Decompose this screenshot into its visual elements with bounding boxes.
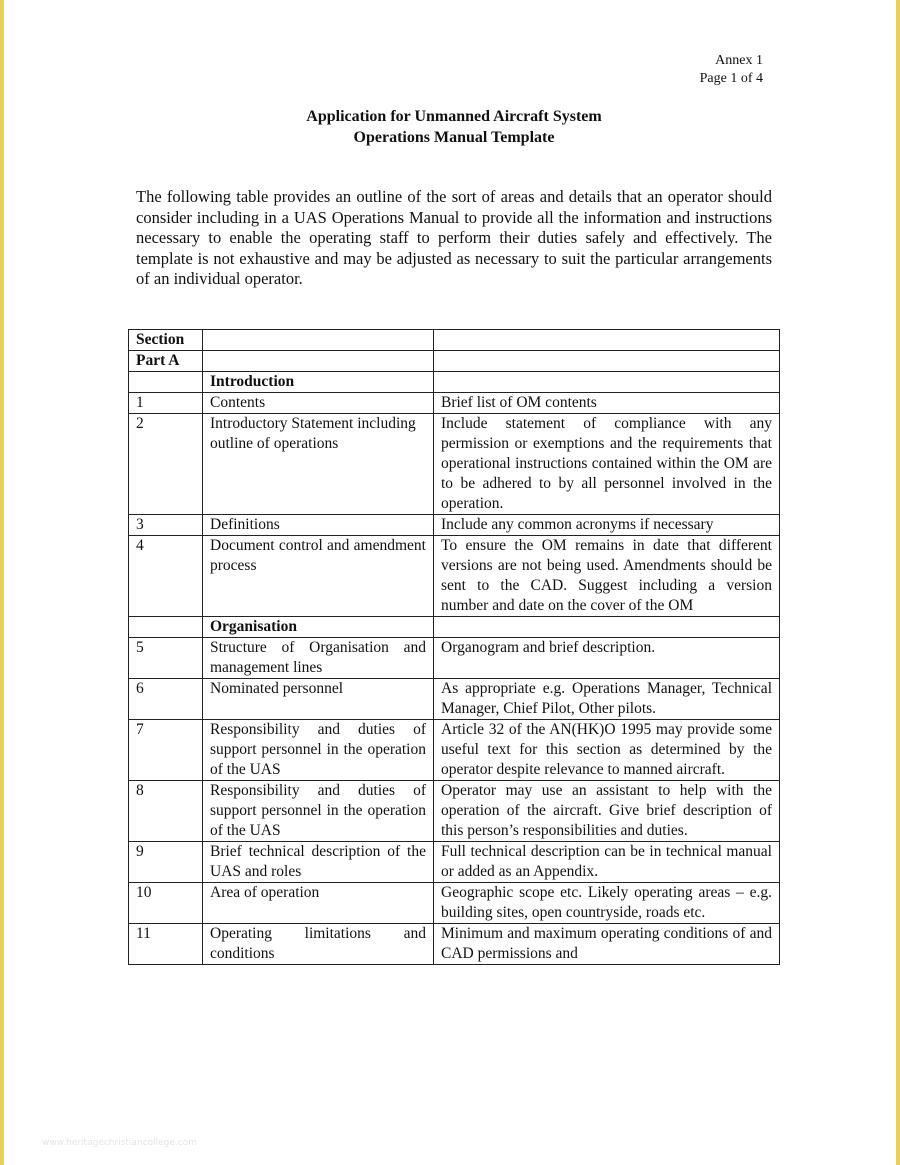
table-row [129,924,780,965]
item-description: Include any common acronyms if necessary [434,515,780,536]
item-title: Structure of Organisation and management lines [203,638,434,679]
item-number: 8 [129,781,203,842]
table-row [129,679,780,720]
item-number: 11 [129,924,203,965]
item-description: Geographic scope etc. Likely operating areas – e.g. building sites, open countryside, roads etc. [434,883,780,924]
table-row [129,842,780,883]
item-title: Brief technical description of the UAS and roles [203,842,434,883]
item-description: Brief list of OM contents [434,393,780,414]
annex-label: Annex 1 [715,53,763,68]
table-row [129,351,780,372]
operations-manual-outline-table [128,329,780,965]
table-row [129,330,780,351]
item-number: 9 [129,842,203,883]
table-row [129,638,780,679]
table-cell [203,351,434,372]
item-description: Organogram and brief description. [434,638,780,679]
item-description: To ensure the OM remains in date that different versions are not being used. Amendments should be sent to the CAD. Suggest including a version number and date on the cover of the OM [434,536,780,617]
item-title: Responsibility and duties of support personnel in the operation of the UAS [203,720,434,781]
introduction-heading: Introduction [203,372,434,393]
item-number: 5 [129,638,203,679]
item-number: 7 [129,720,203,781]
item-title: Responsibility and duties of support personnel in the operation of the UAS [203,781,434,842]
item-title: Document control and amendment process [203,536,434,617]
table-row [129,372,780,393]
table-cell [434,372,780,393]
table-cell [434,330,780,351]
page-number: Page 1 of 4 [699,71,763,86]
table-row [129,720,780,781]
item-title: Operating limitations and conditions [203,924,434,965]
item-number: 2 [129,414,203,515]
table-row [129,781,780,842]
table-cell [434,351,780,372]
part-header-cell: Part A [129,351,203,372]
table-cell [129,617,203,638]
table-row [129,536,780,617]
item-title: Area of operation [203,883,434,924]
organisation-heading: Organisation [203,617,434,638]
item-number: 1 [129,393,203,414]
item-number: 4 [129,536,203,617]
item-number: 3 [129,515,203,536]
table-cell [129,372,203,393]
item-number: 10 [129,883,203,924]
item-title: Definitions [203,515,434,536]
item-title: Nominated personnel [203,679,434,720]
item-title: Contents [203,393,434,414]
annex-header [700,52,763,88]
watermark-text: www.heritagechristiancollege.com [42,1138,197,1148]
table-row [129,617,780,638]
title-line-1: Application for Unmanned Aircraft System [306,108,602,125]
item-description: Full technical description can be in technical manual or added as an Appendix. [434,842,780,883]
table-row [129,393,780,414]
table-row [129,883,780,924]
item-description: Minimum and maximum operating conditions of and CAD permissions and [434,924,780,965]
item-title: Introductory Statement including outline of operations [203,414,434,515]
item-number: 6 [129,679,203,720]
table-cell [434,617,780,638]
table-cell [203,330,434,351]
item-description: As appropriate e.g. Operations Manager, Technical Manager, Chief Pilot, Other pilots. [434,679,780,720]
table-row [129,515,780,536]
intro-paragraph: The following table provides an outline of the sort of areas and details that an operator should consider including in a UAS Operations Manual to provide all the information and instructions necessary to enable the operating staff to perform their duties safely and effectively. The template is not exhaustive and may be adjusted as necessary to suit the particular arrangements of an individual operator. [136,187,772,288]
table-row [129,414,780,515]
title-line-2: Operations Manual Template [353,129,555,146]
document-title [4,106,900,148]
section-header-cell: Section [129,330,203,351]
item-description: Operator may use an assistant to help with the operation of the aircraft. Give brief description of this person’s responsibilities and duties. [434,781,780,842]
item-description: Article 32 of the AN(HK)O 1995 may provide some useful text for this section as determined by the operator despite relevance to manned aircraft. [434,720,780,781]
item-description: Include statement of compliance with any permission or exemptions and the requirements that operational instructions contained within the OM are to be adhered to by all personnel involved in the operation. [434,414,780,515]
